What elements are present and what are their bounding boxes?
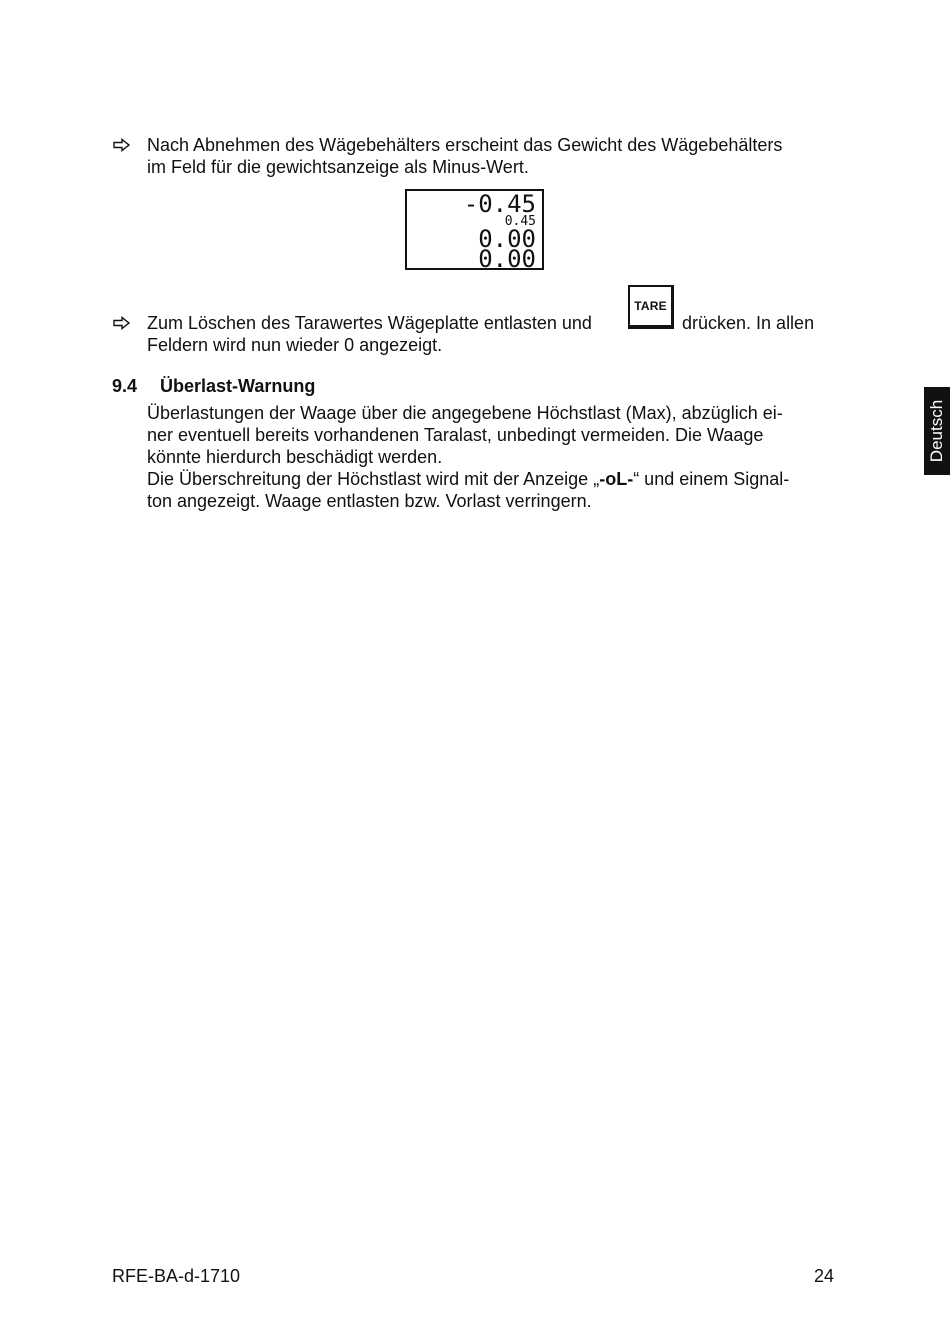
line-4-after: “ und einem Signal- xyxy=(633,469,790,489)
bullet-2-line-1-before: Zum Löschen des Tarawertes Wägeplatte entlasten und xyxy=(147,313,592,333)
overload-code: -oL- xyxy=(599,469,634,489)
section-body-line: ton angezeigt. Waage entlasten bzw. Vorlast verringern. xyxy=(147,491,592,511)
display-row-3: 0.00 xyxy=(478,225,536,253)
language-tab-label: Deutsch xyxy=(927,399,946,463)
arrow-right-icon xyxy=(112,138,132,152)
scale-display xyxy=(405,189,544,273)
tare-key-label: TARE xyxy=(634,299,667,313)
bullet-1-line-1: Nach Abnehmen des Wägebehälters erscheint das Gewicht des Wägebehälters xyxy=(147,135,783,155)
display-row-weight: -0.45 xyxy=(463,190,536,218)
section-body-line: könnte hierdurch beschädigt werden. xyxy=(147,447,443,467)
language-tab xyxy=(924,387,950,475)
display-row-tare: 0.45 xyxy=(504,214,536,229)
section-body-line: Überlastungen der Waage über die angegebene Höchstlast (Max), abzüglich ei- xyxy=(147,403,783,423)
arrow-right-icon xyxy=(112,316,132,330)
section-body-line: ner eventuell bereits vorhandenen Taralast, unbedingt vermeiden. Die Waage xyxy=(147,425,764,445)
display-row-4: 0.00 xyxy=(478,245,536,273)
section-title: Überlast-Warnung xyxy=(160,376,316,396)
footer-doc-id: RFE-BA-d-1710 xyxy=(112,1266,241,1286)
line-4-before: Die Überschreitung der Höchstlast wird mit der Anzeige „ xyxy=(147,469,600,489)
bullet-1-line-2: im Feld für die gewichtsanzeige als Minus-Wert. xyxy=(147,157,529,177)
tare-key-icon xyxy=(628,285,674,329)
footer-page-number: 24 xyxy=(814,1266,835,1286)
bullet-2-line-1-after: drücken. In allen xyxy=(682,313,815,333)
section-body-line-4 xyxy=(147,468,789,490)
section-number: 9.4 xyxy=(112,376,138,396)
bullet-2-line-2: Feldern wird nun wieder 0 angezeigt. xyxy=(147,335,443,355)
